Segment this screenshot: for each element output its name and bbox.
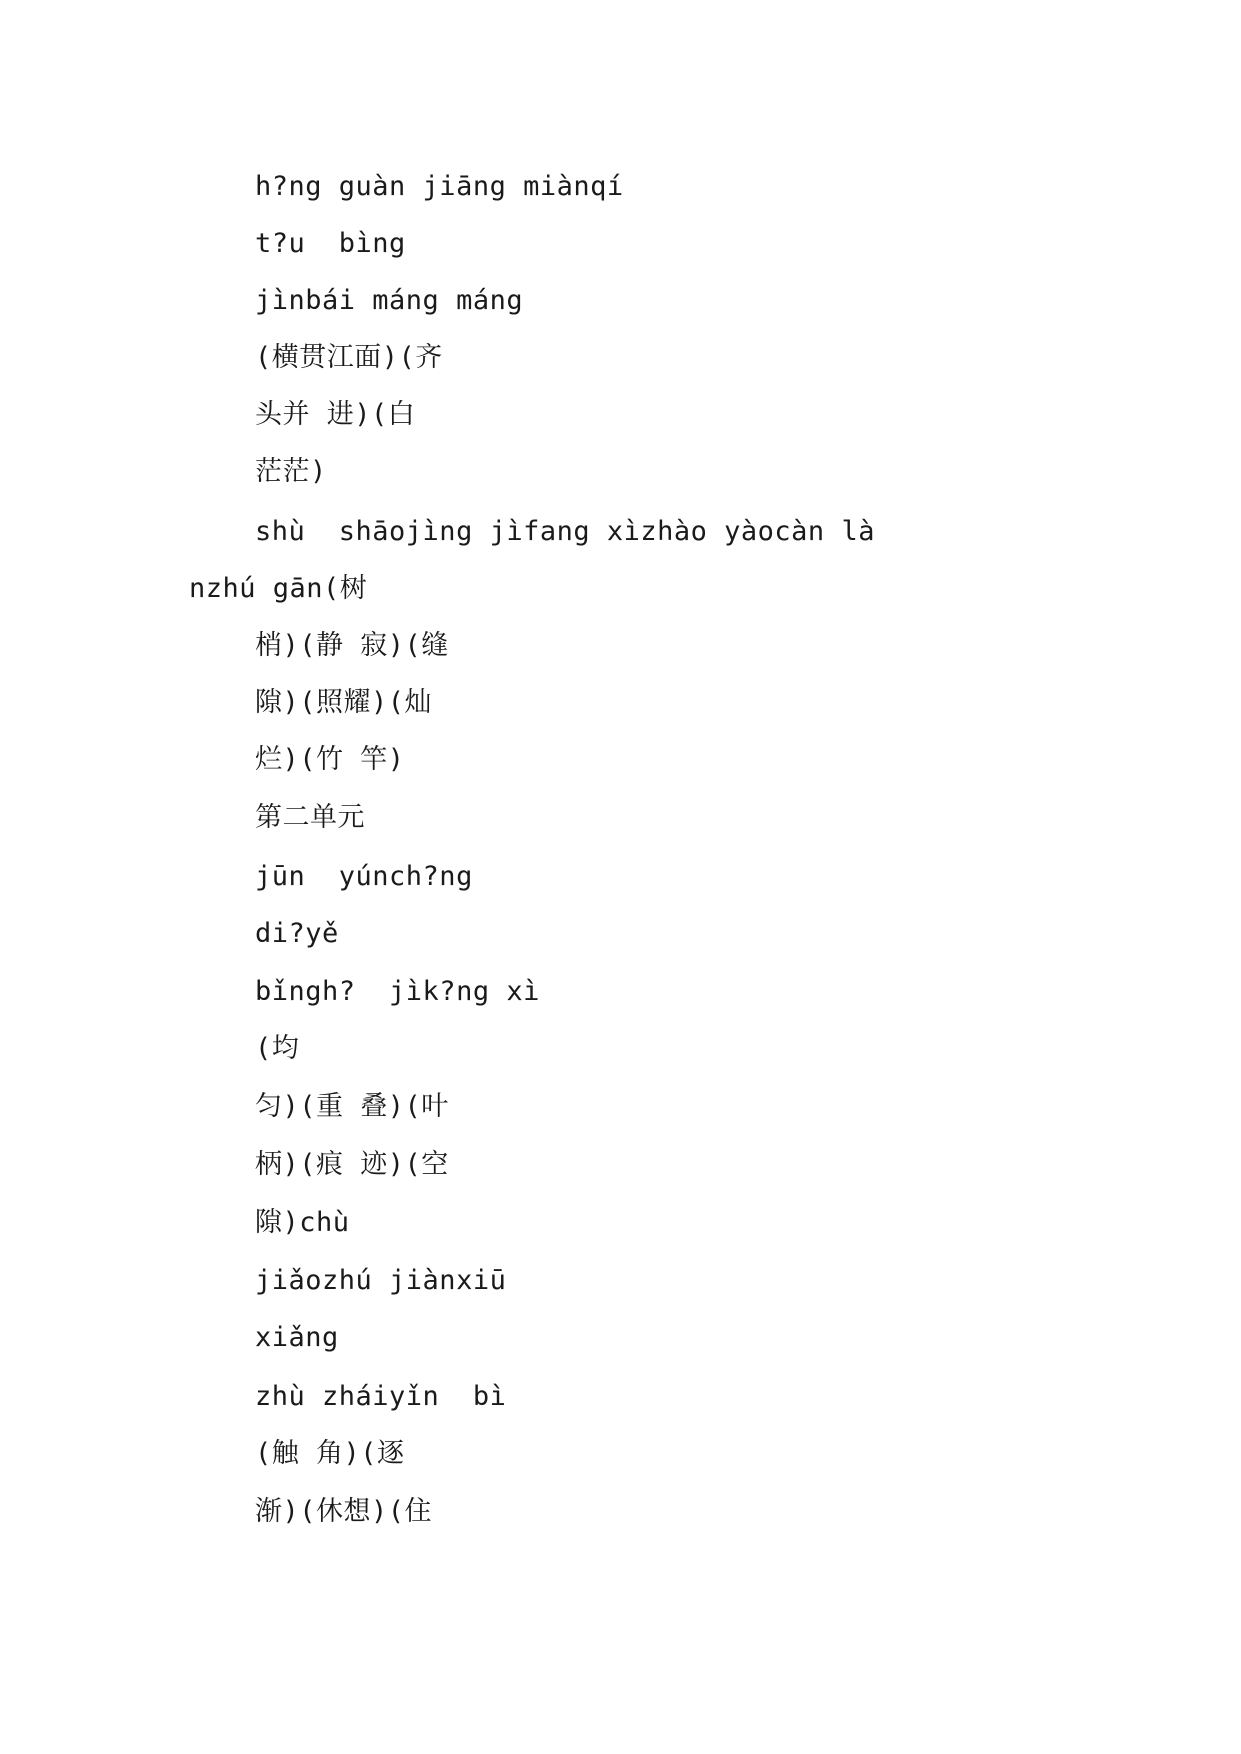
text-line: 茫茫): [255, 456, 327, 487]
text-line: shù shāojìng jìfang xìzhào yàocàn là: [255, 516, 875, 547]
text-line: 渐)(休想)(住: [255, 1496, 433, 1527]
section-heading: 第二单元: [255, 802, 365, 833]
text-line: 烂)(竹 竿): [255, 744, 405, 775]
text-line: 隙)(照耀)(灿: [255, 687, 433, 718]
text-line: bǐngh? jìk?ng xì: [255, 976, 540, 1007]
text-line: jìnbái máng máng: [255, 285, 524, 316]
text-line: 柄)(痕 迹)(空: [255, 1149, 449, 1180]
text-line: jūn yúnch?ng: [255, 861, 473, 892]
text-line: zhù zháiyǐn bì: [255, 1381, 507, 1412]
text-line: (横贯江面)(齐: [255, 342, 443, 373]
text-line: 梢)(静 寂)(缝: [255, 630, 449, 661]
text-line: (均: [255, 1033, 300, 1064]
text-line: 匀)(重 叠)(叶: [255, 1091, 449, 1122]
text-line: h?ng guàn jiāng miànqí: [255, 171, 624, 202]
text-line: jiǎozhú jiànxiū: [255, 1265, 507, 1296]
text-line: xiǎng: [255, 1322, 339, 1353]
text-line: t?u bìng: [255, 228, 406, 259]
text-line: nzhú gān(树: [189, 573, 368, 604]
text-line: di?yě: [255, 918, 339, 949]
text-line: 头并 进)(白: [255, 399, 416, 430]
text-line: (触 角)(逐: [255, 1438, 405, 1469]
text-line: 隙)chù: [255, 1207, 350, 1238]
